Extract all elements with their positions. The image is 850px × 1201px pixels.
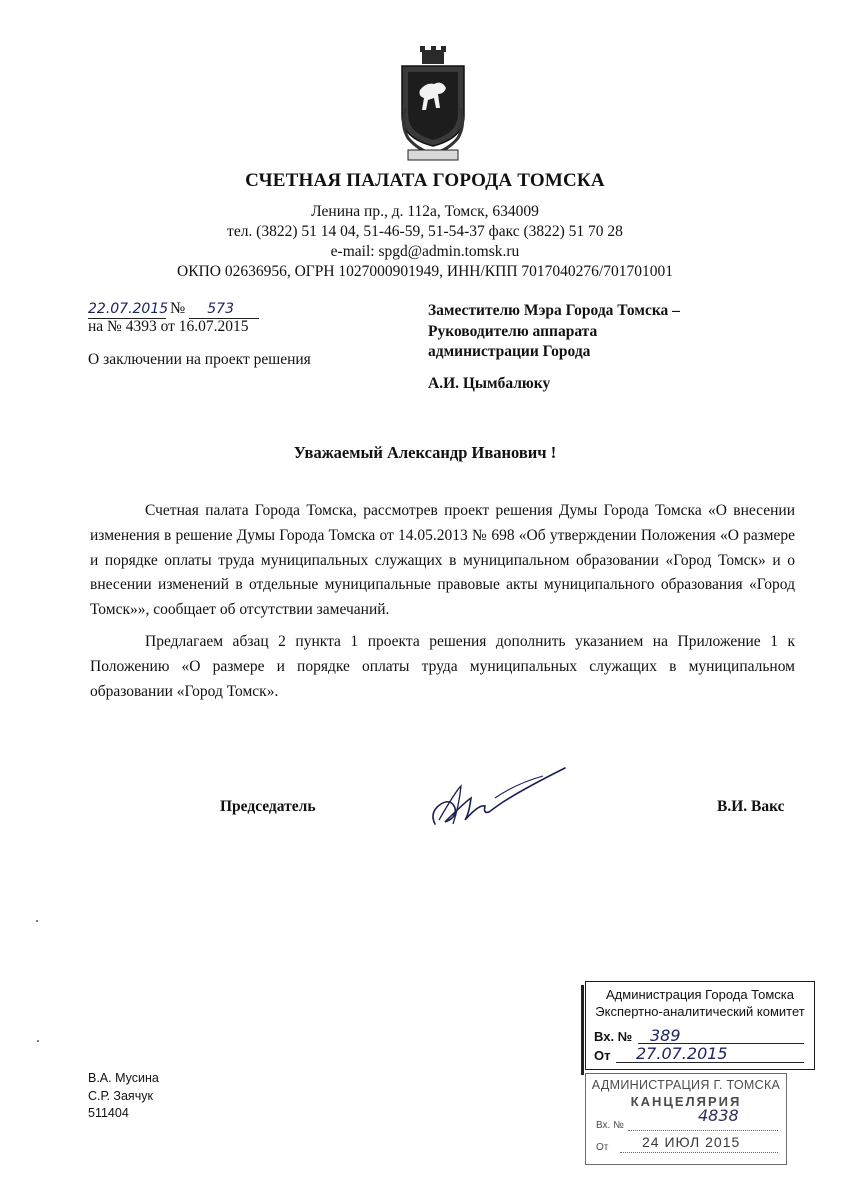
- stamp-date: 27.07.2015: [636, 1044, 728, 1063]
- executor-name: В.А. Мусина: [88, 1071, 159, 1085]
- stamp-in-field: [638, 1026, 804, 1044]
- stamp-dept-line: КАНЦЕЛЯРИЯ: [630, 1094, 742, 1109]
- stamp-date-label: От: [596, 1142, 609, 1153]
- addressee-line: Заместителю Мэра Города Томска –: [428, 302, 680, 319]
- org-title: СЧЕТНАЯ ПАЛАТА ГОРОДА ТОМСКА: [245, 170, 605, 191]
- scan-speck: [37, 1040, 39, 1042]
- outgoing-date-field: [88, 300, 169, 319]
- incoming-stamp-chancellery: [585, 1073, 787, 1165]
- addressee-line: администрации Города: [428, 343, 591, 360]
- executor-name: С.Р. Заячук: [88, 1088, 153, 1103]
- salutation: Уважаемый Александр Иванович !: [293, 443, 557, 462]
- handwritten-signature-icon: [425, 762, 570, 834]
- outgoing-date: 22.07.2015: [88, 301, 169, 317]
- body-paragraph: Счетная палата Города Томска, рассмотрев проект решения Думы Города Томска «О внесении изменения в решение Думы Города Томска от 14.05.2013 № 698 «Об утверждении Положения «О размере и порядке оплаты труда муниципальных служащих в муниципальном образовании «Город Томск» и о внесении изменений в отдельные муниципальные правовые акты муниципального образования «Город Томск»», сообщает об отсутствии замечаний.: [90, 502, 795, 619]
- tomsk-coat-of-arms-icon: [398, 46, 468, 164]
- stamp-org-line: АДМИНИСТРАЦИЯ Г. ТОМСКА: [591, 1078, 781, 1092]
- stamp-org-line: Администрация Города Томска: [606, 987, 794, 1002]
- stamp-in-field: [628, 1130, 778, 1131]
- body-paragraph: Предлагаем абзац 2 пункта 1 проекта решения дополнить указанием на Приложение 1 к Положению «О размере и порядке оплаты труда муниципальных служащих в муниципальном образовании «Город Томск».: [90, 632, 795, 700]
- org-registry-codes: ОКПО 02636956, ОГРН 1027000901949, ИНН/КПП 7017040276/701701001: [177, 263, 673, 280]
- executors-block: [88, 1070, 159, 1123]
- stamp-in-number: 389: [650, 1026, 681, 1045]
- outgoing-number-field: [189, 300, 259, 319]
- org-email: e-mail: spgd@admin.tomsk.ru: [330, 243, 520, 260]
- stamp-date-field: [620, 1152, 778, 1153]
- executor-phone: 511404: [88, 1106, 129, 1120]
- letter-subject: О заключении на проект решения: [88, 351, 311, 368]
- outgoing-number-label: №: [170, 300, 186, 317]
- stamp-dept-line: Экспертно-аналитический комитет: [595, 1004, 805, 1019]
- letter-body: [90, 499, 795, 704]
- outgoing-number: 573: [207, 301, 234, 317]
- signatory-title: Председатель: [220, 798, 316, 815]
- stamp-date-label: От: [594, 1048, 611, 1063]
- stamp-date-field: [616, 1044, 804, 1063]
- scan-speck: [36, 920, 38, 922]
- addressee-name: А.И. Цымбалюку: [428, 375, 551, 392]
- signatory-name: В.И. Вакс: [717, 798, 785, 815]
- addressee-line: Руководителю аппарата: [428, 322, 598, 340]
- org-phones: тел. (3822) 51 14 04, 51-46-59, 51-54-37 факс (3822) 51 70 28: [227, 223, 623, 240]
- stamp-in-number: 4838: [698, 1106, 739, 1125]
- addressee-block: [428, 301, 680, 363]
- org-address: Ленина пр., д. 112а, Томск, 634009: [311, 203, 539, 220]
- incoming-stamp-committee: [585, 981, 815, 1070]
- stamp-in-label: Вх. №: [596, 1120, 624, 1131]
- stamp-border: [581, 985, 584, 1075]
- outgoing-registration: [88, 300, 259, 319]
- reference-line: на № 4393 от 16.07.2015: [88, 318, 249, 335]
- stamp-in-label: Вх. №: [594, 1029, 633, 1044]
- stamp-date: 24 ИЮЛ 2015: [642, 1134, 741, 1150]
